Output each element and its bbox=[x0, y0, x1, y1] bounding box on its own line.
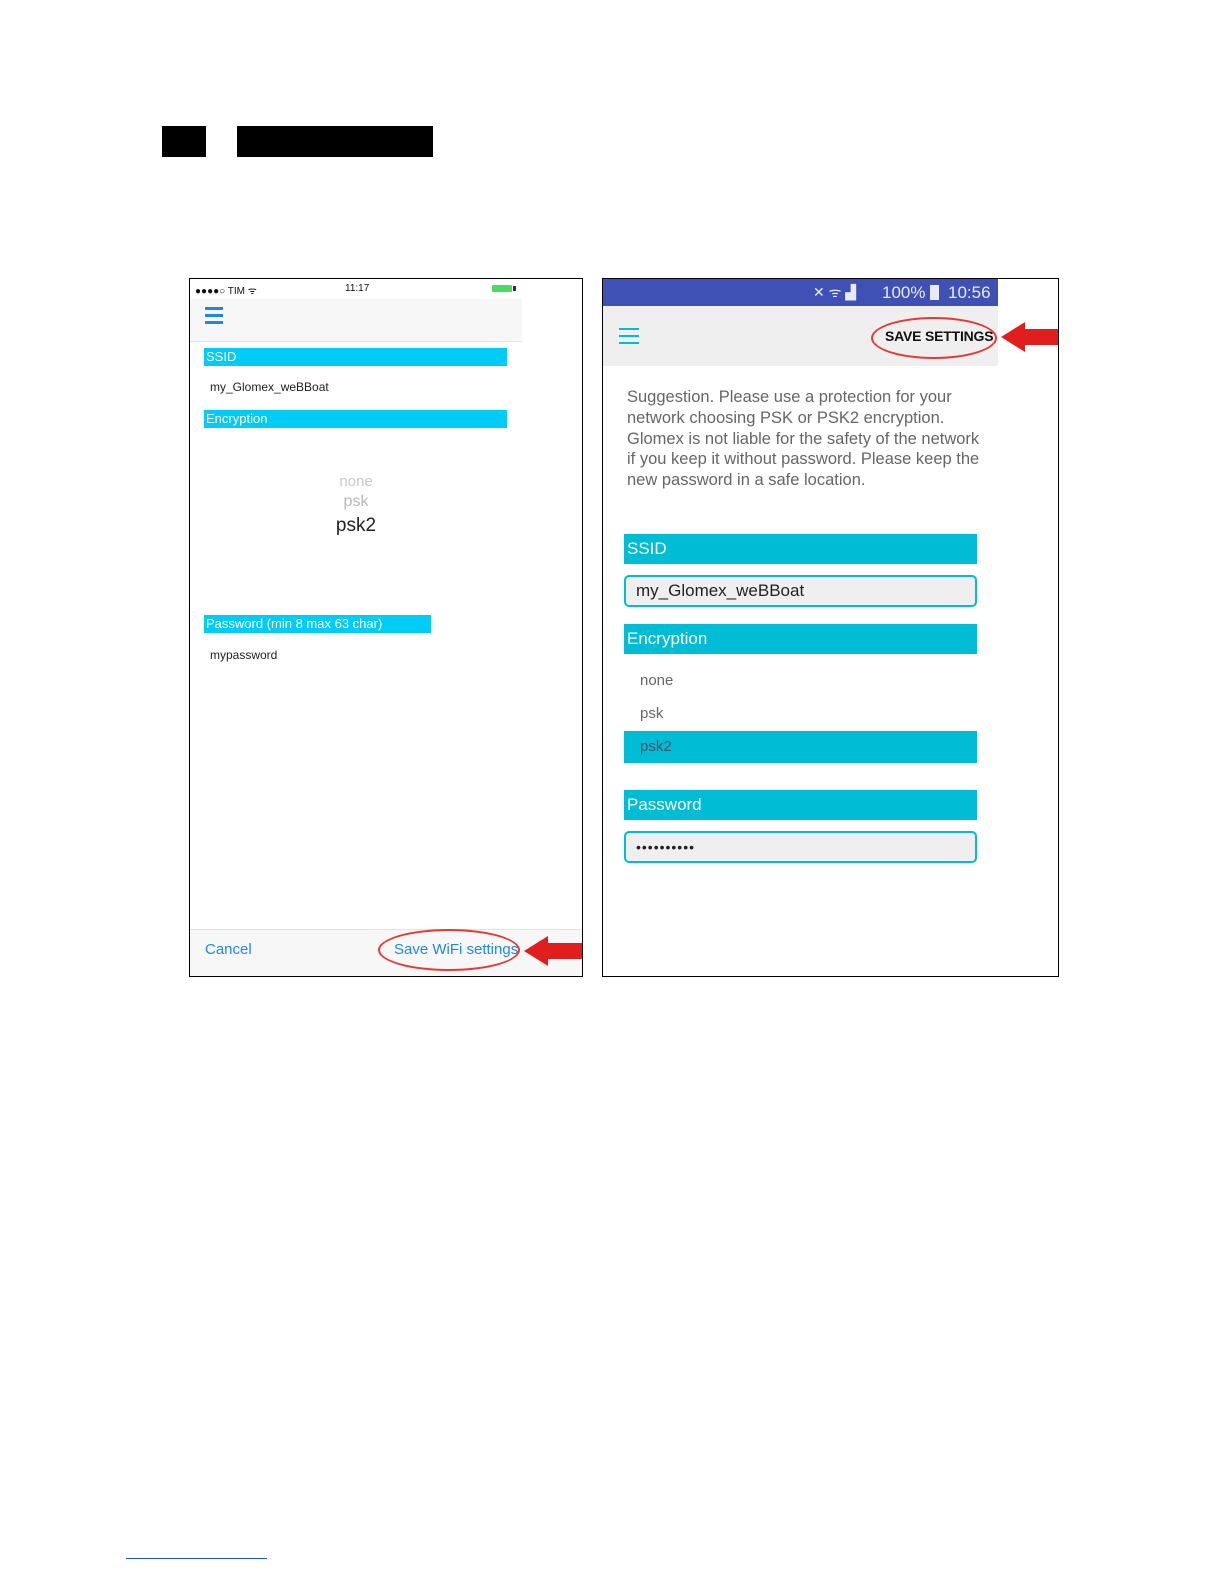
save-settings-button[interactable]: SAVE SETTINGS bbox=[885, 328, 994, 344]
ios-status-bar bbox=[190, 279, 522, 299]
battery-level: 100% bbox=[882, 283, 926, 302]
encryption-option-none[interactable]: none bbox=[640, 672, 674, 689]
encryption-option-psk[interactable]: psk bbox=[343, 493, 369, 510]
suggestion-text: Suggestion. Please use a protection for your network choosing PSK or PSK2 encryption. Glomex is not liable for the safety of the network if you keep it without password. Please keep the new password in a safe location. bbox=[627, 388, 980, 490]
ssid-header: SSID bbox=[204, 348, 507, 366]
save-wifi-settings-button[interactable]: Save WiFi settings bbox=[394, 941, 519, 958]
battery-icon bbox=[930, 285, 939, 300]
carrier-label: ●●●●○ TIM ᯤ bbox=[195, 286, 257, 297]
ios-nav-bar bbox=[190, 299, 522, 342]
password-input[interactable]: mypassword bbox=[204, 643, 431, 669]
status-time: 11:17 bbox=[345, 283, 370, 294]
encryption-option-psk[interactable]: psk bbox=[640, 705, 664, 722]
menu-icon[interactable] bbox=[619, 328, 639, 344]
redacted-section-number bbox=[162, 126, 206, 157]
wifi-icon: ✕ ᯤ ▟ bbox=[813, 284, 857, 300]
encryption-option-none[interactable]: none bbox=[339, 473, 373, 490]
password-input[interactable]: •••••••••• bbox=[624, 831, 977, 863]
cancel-button[interactable]: Cancel bbox=[205, 941, 252, 958]
arrow-left-icon bbox=[524, 936, 582, 966]
ssid-header: SSID bbox=[624, 534, 977, 564]
password-header: Password (min 8 max 63 char) bbox=[204, 615, 431, 633]
android-screenshot bbox=[602, 278, 1059, 977]
android-status-bar bbox=[603, 279, 998, 306]
ssid-input[interactable]: my_Glomex_weBBoat bbox=[624, 575, 977, 607]
encryption-option-psk2-selected[interactable]: psk2 bbox=[624, 731, 977, 763]
redacted-section-title bbox=[237, 126, 433, 157]
menu-icon[interactable] bbox=[205, 307, 223, 325]
encryption-header: Encryption bbox=[624, 624, 977, 654]
highlight-circle bbox=[871, 317, 997, 359]
status-time: 10:56 bbox=[948, 283, 991, 302]
arrow-left-icon bbox=[1001, 322, 1059, 352]
highlight-circle bbox=[378, 929, 520, 971]
battery-icon bbox=[492, 285, 512, 292]
password-header: Password bbox=[624, 790, 977, 820]
encryption-header: Encryption bbox=[204, 410, 507, 428]
battery-tip bbox=[513, 286, 516, 291]
footnote-separator bbox=[126, 1558, 267, 1559]
ios-screenshot bbox=[189, 278, 583, 977]
encryption-option-psk2[interactable]: psk2 bbox=[335, 515, 377, 536]
ssid-input[interactable]: my_Glomex_weBBoat bbox=[204, 375, 507, 401]
